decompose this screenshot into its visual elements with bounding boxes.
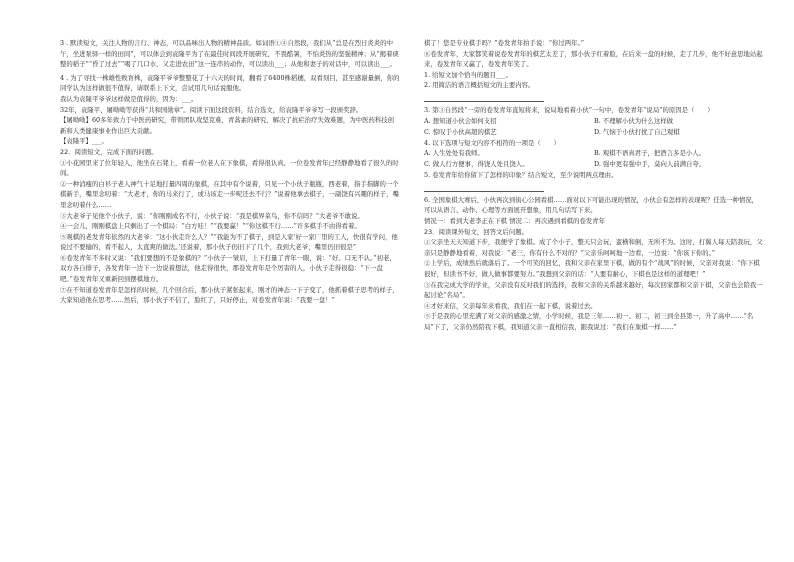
- paragraph-6: ⑥卷发青年不多时又说：“我们要想的不是象棋的？”小伙子一皱眉，上下打量了青年一眼，说：“好。口无不认。”初老，双方各自排子，各发青年一边下一边说着想法，他走得很快，那卷发青年是个厉害的人，小伙子走得很稳：“下一盘吧。”卷发青年又重新回到摆棋地方。: [60, 253, 396, 284]
- passage-23-paragraph-3: ③在我完成大学的学业，父亲没有反对我们的选择，我和父亲的关系越来越好，每次回家都和父亲下棋，父亲也会陪我一起讨论“名局”。: [424, 280, 763, 300]
- paragraph-3: ③大老爷子见他个小伙子，说：“你刚刚成名不行，小伙子说：“我是棋界菜鸟，你不信吗？”大老爷不敢说。: [60, 211, 364, 220]
- answer-line: [424, 182, 544, 192]
- section-22-heading: 22．阅读短文，完成下面的问题。: [60, 147, 158, 156]
- q4-mismatch: 4. 以下选项与短文内容不相符的一项是（ ）: [424, 138, 560, 147]
- q3-option-d: D. 气恼于小伙打扰了自己观棋: [594, 127, 680, 136]
- question-3: 3 . 默读短文，关注人物的言行、神态，可以品味出人物的精神品质。如词语①④自然段，我们从“总是在烈日炎炎的中午，坐进泵驿一样的田间”，可以体会到袁隆平为了在最佳时间段开展研究，不畏酷暑，不怕炎热的坚强精神；从“揭着痰整的稻子”“昏了过去”“喝了几口水，又走进农田”这一连串的动作，可以读出___；从他和妻子的对话中，可以读出___。: [60, 39, 399, 69]
- left-column: [60, 38, 400, 306]
- q2-summary: 2. 用简洁的语言概括短文的主要内容。: [424, 81, 535, 90]
- paragraph-5: ⑤观棋的老发青年依然的大老爷：“这小伙走许么人？”“我能为不了棋子，到是人家‘好一家厂里的工人，快很有学问，他说过不要输的，看不起人，太直爽的做法。’还说着，那小伙子仍旧下了几个，我到大老爷，嘴里仍旧很是”: [60, 232, 398, 252]
- q3-reason: 3. 第③自然段“一旁的卷发青年直短将来，说局地看着小伙”一句中，卷发青年“说局”的原因是（ ）: [424, 105, 714, 114]
- answer-line: [424, 92, 544, 102]
- passage-23-paragraph-4: ④才好来信，父亲每年来看我，我们在一起下棋，说着过去。: [424, 301, 597, 310]
- q4-options: [424, 148, 764, 170]
- passage-23-paragraph-2: ②上学后，成绩然后就落后了。一个可笑的回忆，我和父亲在家里下棋，做的有个“战风”的时候，父亲对我说：“你下棋很好，但读书不好，做人做事都要努力。”我想到父亲的话：“人要有耐心，下棋也是这样的道理吧！”: [424, 259, 760, 278]
- paragraph-7-cont: 棋了！您是专业棋手吗？”卷发青年拍手说：“你过两年。”: [424, 39, 584, 47]
- passage-23-paragraph-5: ⑤于是我的心里充满了对父亲的感激之情，小学时候，我是三年……初一、初二，初三到全县第一，升了高中……“名局”下了，父亲仍然陪我下棋，我知道父亲一直相信我，跟我说过：“我们在象棋一样……”: [424, 312, 754, 331]
- question-4: 4 . 为了寻找一株雄性败育株，袁隆平爷爷整整花了十六天的时间，翻看了6400株稻穗，双看刻目，甚至感谢量倒，你的同学认为这样做很不值得，请联系上下文，尝试用几句话说服他。: [60, 73, 400, 93]
- paragraph-8: ⑧卷发青年，大家都笑着说卷发青年的棋艺太差了，那小伙子红着脸，在后来一盘的时候，走了几步，他不好意思地站起来，卷发青年又赢了，卷发青年笑了。: [424, 49, 763, 69]
- yuan-longping-citation: 【袁隆平】___。: [60, 137, 108, 146]
- tu-youyou-citation: 【屠呦呦】60多年致力于中医药研究，带领团队攻坚克难，青蒿素的研究，解决了抗疟治疗失效难题，为中医药科技创新和人类健康事业作出巨大贡献。: [60, 116, 395, 135]
- question-5: 32年，袁隆平、屠呦呦等获得“共和国勋章”。阅读下面这段资料，结合选文，给袁隆平爷爷写一段颁奖辞。: [60, 105, 363, 114]
- paragraph-2: ②一种消瘦的白衫子老人神气十足地打量四周的象棋，在其中有个说着，只见一个小伙子瓶瓶，西老着，指手指脚的一个棋新手，嘴里念叨着：“大老才，你的马来行了，或马该走一步呢还去不行？”说着他拿去棋子，一副饶有兴趣的样子，嘴里念叨着什么……: [60, 179, 399, 209]
- q3-options: [424, 116, 764, 138]
- q4-option-b: B. 观棋不语真君子，把酒言多是小人。: [594, 149, 706, 158]
- answer-prompt: 我认为袁隆平爷爷这样做是值得的，因为：___。: [60, 94, 198, 103]
- q6-situations: 情况一：看到大老李正在下棋 情况二：再次遇到看棋的卷发青年: [424, 216, 605, 225]
- passage-23-paragraph-1: ①父亲坐天天知道下步，我便学了象棋。成了个小子，整天只会玩，蛮横和倒，无所不为。这时，打翼人每天陪我玩，父亲只是静静地看着，对我说：“老三，你有什么不对的？”父亲乐呵呵地一边看，一边说：“你该下你的。”: [424, 238, 763, 257]
- q4-option-d: D. 强中更有强中手，莫向人前满自夸。: [594, 160, 706, 169]
- q3-option-a: A. 想知道小伙会如何支招: [424, 116, 497, 125]
- q3-option-b: B. 不理解小伙为什么这样做: [594, 116, 674, 125]
- paragraph-7: ⑦在不知道卷发青年是怎样的时候，几个回合后，那小伙子紧张起来，刚才的神态一下子变了，他抓着棋子思考的样子，大家知道他在思考……然后，那小伙子不信了，脸红了，只好停止，对卷发青年说：“我要一盘！”: [60, 285, 399, 305]
- q1-title: 1. 给短文加个恰当的题目___。: [424, 70, 513, 79]
- q4-option-a: A. 人生处处有我师。: [424, 149, 484, 158]
- q4-option-c: C. 做人行方便事，得饶人处且饶人。: [424, 160, 529, 169]
- right-column: [424, 38, 764, 332]
- q3-option-c: C. 惊叹于小伙高超的棋艺: [424, 127, 497, 136]
- q5-impression: 5. 卷发青年给你留下了怎样的印象？结合短文，至少说明两点理由。: [424, 171, 618, 180]
- section-23-heading: 23．阅读课外短文，回答文后问题。: [424, 227, 528, 236]
- paragraph-4: ④一会儿，刚刚棋盘上只剩出了一个棋局：“白方哇！”“我要赢！”“你这棋不行……”许多棋手不由得看着。: [60, 222, 361, 231]
- paragraph-1: ①小花园里来了位年轻人，他坐在石凳上，看着一位老人在下象棋，看得很认真，一位卷发青年已经静静地看了很久的时间。: [60, 158, 399, 178]
- q6-imagination: 6. 全国象棋大赛后，小伙再次到街心公园看棋……面对以下可能出现的情况，小伙会有怎样的表现呢？任选一种情况，可以从语言、动作、心理等方面展开想象，用几句话写下来。: [424, 195, 759, 215]
